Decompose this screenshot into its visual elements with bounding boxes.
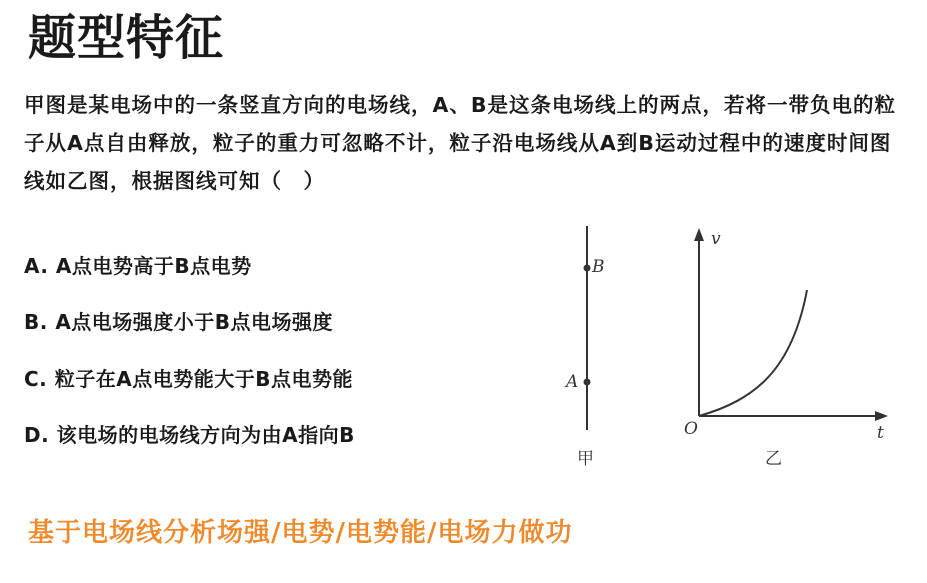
t-axis-label: t [877, 423, 884, 443]
question-stem: 甲图是某电场中的一条竖直方向的电场线，A、B是这条电场线上的两点，若将一带负电的粒子从A点自由释放，粒子的重力可忽略不计，粒子沿电场线从A到B运动过程中的速度时间图线如乙图，根据图线可知（ ） [24, 93, 896, 193]
page-title: 题型特征 [28, 10, 225, 66]
point-a-dot [584, 379, 591, 386]
point-b-label: B [592, 257, 605, 277]
option-a-label: A. [24, 254, 49, 278]
figure-jia [564, 226, 605, 469]
topic-summary: 基于电场线分析场强/电势/电势能/电场力做功 [28, 518, 573, 548]
option-c-text: 粒子在A点电势能大于B点电势能 [54, 367, 353, 391]
point-b-dot [584, 265, 591, 272]
option-d-text: 该电场的电场线方向为由A指向B [56, 423, 355, 447]
figure-jia-caption: 甲 [577, 449, 594, 469]
option-c-label: C. [24, 367, 48, 391]
origin-label: O [684, 419, 698, 439]
v-axis-arrow [694, 228, 704, 241]
v-axis-label: v [711, 229, 721, 249]
option-b-label: B. [24, 310, 48, 334]
figure-yi-caption: 乙 [765, 449, 782, 469]
option-d-label: D. [24, 423, 50, 447]
figure-yi [684, 228, 888, 469]
point-a-label: A [566, 372, 579, 392]
option-b-text: A点电场强度小于B点电场强度 [55, 310, 334, 334]
t-axis-arrow [875, 411, 888, 421]
velocity-curve [699, 290, 807, 416]
option-a-text: A点电势高于B点电势 [55, 254, 252, 278]
